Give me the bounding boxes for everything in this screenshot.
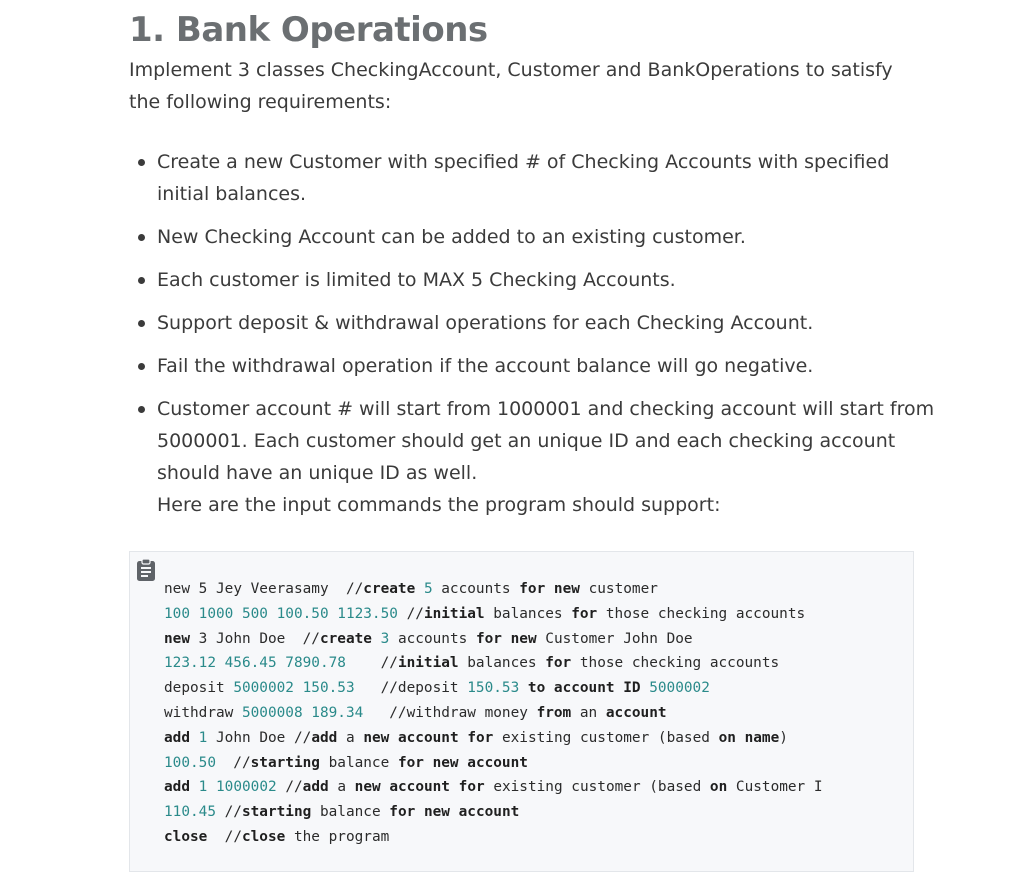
code-token: new bbox=[164, 630, 190, 647]
code-token: close bbox=[241, 828, 286, 845]
requirement-text: Support deposit & withdrawal operations for each Checking Account. bbox=[157, 312, 814, 334]
code-token: 5000002 150.53 bbox=[233, 680, 355, 697]
code-token: initial bbox=[423, 605, 485, 622]
code-token: // bbox=[215, 804, 242, 821]
code-token: create bbox=[319, 630, 372, 647]
requirements-list bbox=[129, 146, 937, 532]
code-token: 1 1000002 bbox=[198, 779, 277, 796]
code-token: accounts bbox=[432, 581, 520, 597]
code-token: create bbox=[363, 581, 416, 597]
code-line bbox=[164, 779, 823, 795]
code-token: a bbox=[337, 729, 364, 746]
code-token: // bbox=[345, 655, 398, 672]
code-token: 100.50 bbox=[164, 754, 216, 771]
code-token bbox=[190, 730, 199, 746]
clipboard-icon[interactable] bbox=[135, 558, 157, 582]
code-token: name bbox=[744, 729, 780, 746]
code-content bbox=[164, 577, 823, 850]
code-token: existing customer (based bbox=[484, 779, 710, 796]
code-token: to bbox=[527, 680, 546, 697]
code-token: add bbox=[302, 779, 329, 796]
code-token: 5000008 189.34 bbox=[241, 704, 364, 721]
code-token: withdraw bbox=[164, 704, 242, 721]
code-token: the program bbox=[285, 828, 390, 845]
code-line bbox=[164, 631, 693, 647]
code-token: account bbox=[605, 704, 667, 721]
code-token: new bbox=[164, 581, 199, 597]
requirement-text: New Checking Account can be added to an existing customer. bbox=[157, 226, 746, 248]
code-line bbox=[164, 606, 805, 622]
requirement-item bbox=[157, 350, 937, 382]
code-token: 5000002 bbox=[649, 680, 710, 697]
code-token: 3 bbox=[380, 630, 390, 647]
code-token: 110.45 bbox=[164, 804, 216, 821]
code-token bbox=[389, 730, 398, 746]
requirement-text: Create a new Customer with specified # of Checking Accounts with specified initial balances. bbox=[157, 151, 890, 205]
code-token: balance bbox=[311, 804, 390, 821]
code-token: new bbox=[363, 729, 390, 746]
code-token: 150.53 bbox=[467, 680, 520, 697]
code-line bbox=[164, 581, 658, 597]
code-token: John Doe // bbox=[207, 630, 320, 647]
requirement-followup: Here are the input commands the program should support: bbox=[157, 494, 721, 516]
code-token: for bbox=[545, 655, 572, 672]
code-token: account bbox=[553, 680, 615, 697]
code-token: Jey Veerasamy // bbox=[207, 581, 364, 597]
code-token: 100 1000 500 100.50 1123.50 bbox=[164, 605, 398, 622]
code-token bbox=[459, 755, 468, 771]
code-token: // bbox=[397, 605, 424, 622]
code-token: for bbox=[458, 779, 485, 796]
code-token bbox=[545, 680, 554, 696]
code-line bbox=[164, 680, 710, 696]
code-token: add bbox=[311, 729, 338, 746]
requirement-item bbox=[157, 221, 937, 253]
code-token: a bbox=[328, 779, 355, 796]
code-token: Customer John Doe bbox=[536, 630, 693, 647]
code-token: 3 bbox=[198, 630, 208, 647]
code-token: deposit bbox=[164, 680, 234, 697]
code-token bbox=[450, 804, 459, 820]
code-token: //withdraw money bbox=[363, 704, 537, 721]
code-token: account bbox=[458, 804, 520, 821]
code-token: new bbox=[354, 779, 381, 796]
code-token bbox=[372, 631, 381, 647]
code-token: new bbox=[553, 581, 580, 597]
code-line bbox=[164, 829, 389, 845]
code-line bbox=[164, 804, 519, 820]
code-token: starting bbox=[250, 754, 320, 771]
code-token: new bbox=[423, 804, 450, 821]
code-token: // bbox=[276, 779, 303, 796]
code-token: account bbox=[397, 729, 459, 746]
code-token: new bbox=[510, 630, 537, 647]
requirement-item bbox=[157, 393, 937, 521]
code-token: 1 bbox=[198, 729, 208, 746]
code-token: ID bbox=[623, 680, 641, 697]
code-token: for bbox=[519, 581, 546, 597]
code-token: initial bbox=[397, 655, 459, 672]
code-token: balances bbox=[458, 655, 546, 672]
code-token: for bbox=[571, 605, 598, 622]
code-token: close bbox=[164, 828, 208, 845]
code-token: those checking accounts bbox=[597, 605, 806, 622]
code-line bbox=[164, 755, 528, 771]
code-token: balances bbox=[484, 605, 572, 622]
code-token bbox=[190, 631, 199, 647]
code-token: add bbox=[164, 779, 190, 796]
code-token: // bbox=[215, 754, 251, 771]
requirement-text: Each customer is limited to MAX 5 Checking Accounts. bbox=[157, 269, 676, 291]
code-token: John Doe // bbox=[207, 729, 312, 746]
code-token bbox=[415, 804, 424, 820]
code-token bbox=[190, 779, 199, 795]
code-token bbox=[502, 631, 511, 647]
code-token: accounts bbox=[389, 630, 476, 647]
code-token: on bbox=[718, 729, 736, 746]
requirement-item bbox=[157, 307, 937, 339]
code-token: // bbox=[207, 828, 242, 845]
code-line bbox=[164, 730, 788, 746]
code-token bbox=[424, 755, 433, 771]
code-token: ) bbox=[779, 729, 788, 746]
code-token: account bbox=[389, 779, 450, 796]
code-token: balance bbox=[319, 754, 398, 771]
code-token: from bbox=[536, 704, 572, 721]
requirement-text: Customer account # will start from 1000001 and checking account will start from 5000001. Each customer should get an unique ID and each checking account should have an unique ID as well. bbox=[157, 398, 935, 484]
requirement-item bbox=[157, 146, 937, 210]
code-block bbox=[129, 551, 914, 872]
code-token: 5 bbox=[423, 581, 433, 597]
code-token: starting bbox=[241, 804, 312, 821]
code-token: for bbox=[467, 729, 494, 746]
code-token: account bbox=[467, 754, 528, 771]
code-token bbox=[450, 779, 459, 795]
code-line bbox=[164, 705, 667, 721]
page-title: 1. Bank Operations bbox=[129, 10, 488, 50]
code-token: an bbox=[571, 704, 606, 721]
code-token bbox=[615, 680, 624, 696]
code-token: //deposit bbox=[354, 680, 468, 697]
code-line bbox=[164, 655, 779, 671]
code-token bbox=[736, 730, 745, 746]
code-token: for bbox=[475, 630, 502, 647]
code-token bbox=[641, 680, 650, 696]
requirement-text: Fail the withdrawal operation if the account balance will go negative. bbox=[157, 355, 814, 377]
code-token bbox=[545, 581, 554, 597]
code-token: on bbox=[709, 779, 728, 796]
code-token: those checking accounts bbox=[571, 655, 780, 672]
code-token bbox=[459, 730, 468, 746]
requirement-item bbox=[157, 264, 937, 296]
code-token: 123.12 456.45 7890.78 bbox=[164, 655, 346, 672]
code-token: 5 bbox=[198, 581, 208, 597]
code-token: existing customer (based bbox=[493, 729, 719, 746]
code-token: customer bbox=[579, 581, 658, 597]
code-token: for bbox=[389, 804, 416, 821]
intro-paragraph: Implement 3 classes CheckingAccount, Customer and BankOperations to satisfy the following requirements: bbox=[129, 59, 893, 113]
code-token bbox=[415, 581, 424, 597]
code-token bbox=[519, 680, 528, 696]
code-token: for bbox=[397, 754, 424, 771]
code-token: Customer I bbox=[727, 779, 823, 796]
code-token: new bbox=[432, 754, 459, 771]
code-token: add bbox=[164, 729, 190, 746]
